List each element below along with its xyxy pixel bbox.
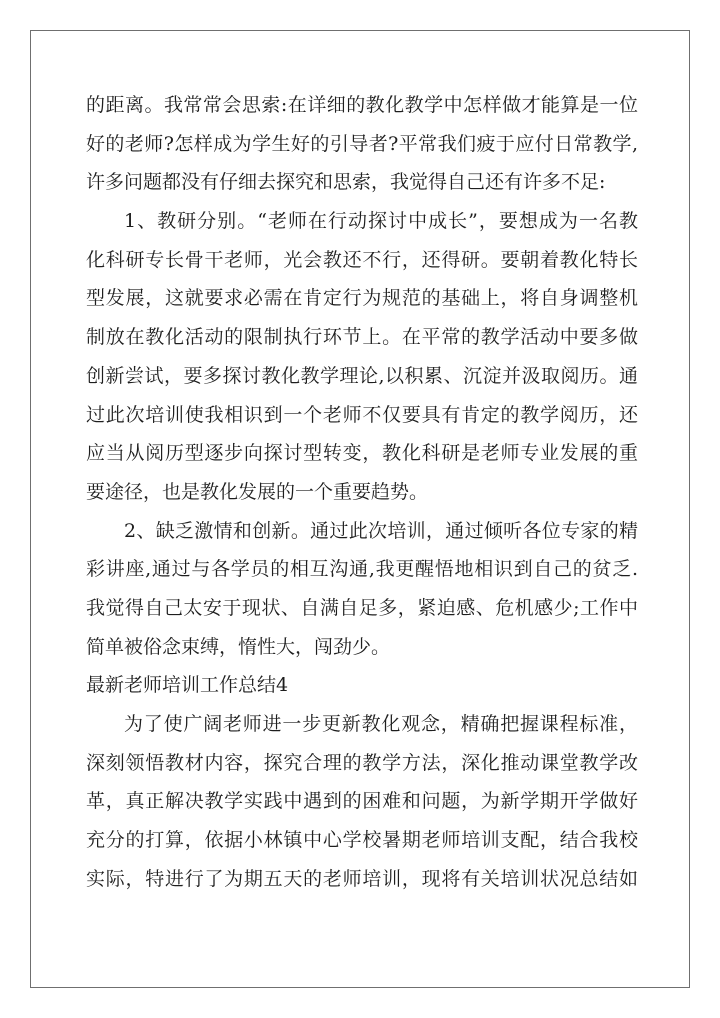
list-item-heading: 1、教研分别。“老师在行动探讨中成长”，要想成为一名教 (124, 210, 638, 233)
text-line: 应当从阅历型逐步向探讨型转变，教化科研是老师专业发展的重 (86, 442, 638, 465)
text-line: 革，真正解决教学实践中遇到的困难和问题，为新学期开学做好 (86, 790, 638, 813)
text-line: 化科研专长骨干老师，光会教还不行，还得研。要朝着教化特长 (86, 248, 638, 271)
text-line: 充分的打算，依据小林镇中心学校暑期老师培训支配，结合我校 (86, 829, 638, 852)
text-line: 我觉得自己太安于现状、自满自足多，紧迫感、危机感少;工作中 (86, 596, 638, 619)
text-line: 许多问题都没有仔细去探究和思索，我觉得自己还有许多不足: (86, 171, 606, 194)
text-line: 的距离。我常常会思索:在详细的教化教学中怎样做才能算是一位 (86, 94, 638, 116)
section-heading: 最新老师培训工作总结4 (86, 674, 289, 697)
text-line: 简单被俗念束缚，惰性大，闯劲少。 (86, 635, 391, 658)
paragraph-start: 为了使广阔老师进一步更新教化观念，精确把握课程标准， (124, 713, 638, 735)
text-line: 过此次培训使我相识到一个老师不仅要具有肯定的教学阅历，还 (86, 403, 638, 426)
text-line: 实际，特进行了为期五天的老师培训，现将有关培训状况总结如 (86, 867, 638, 890)
text-line: 彩讲座,通过与各学员的相互沟通,我更醒悟地相识到自己的贫乏. (86, 558, 638, 581)
list-item-heading: 2、缺乏激情和创新。通过此次培训，通过倾听各位专家的精 (124, 519, 638, 542)
document-body (86, 86, 638, 898)
text-line: 创新尝试，要多探讨教化教学理论,以积累、沉淀并汲取阅历。通 (86, 364, 638, 387)
text-line: 制放在教化活动的限制执行环节上。在平常的教学活动中要多做 (86, 326, 638, 349)
text-line: 深刻领悟教材内容，探究合理的教学方法，深化推动课堂教学改 (86, 751, 638, 774)
text-line: 好的老师?怎样成为学生好的引导者?平常我们疲于应付日常教学, (86, 132, 638, 155)
text-line: 型发展，这就要求必需在肯定行为规范的基础上，将自身调整机 (86, 287, 638, 310)
text-line: 要途径，也是教化发展的一个重要趋势。 (86, 480, 429, 503)
